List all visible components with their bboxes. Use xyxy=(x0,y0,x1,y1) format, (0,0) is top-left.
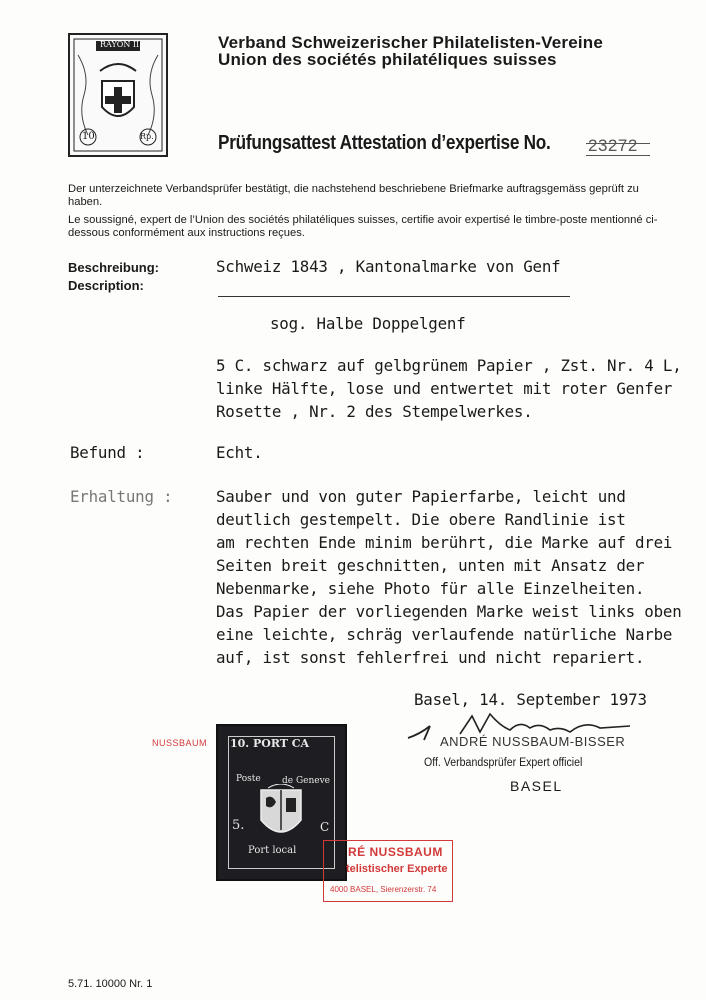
red-stamp-line-3: 4000 BASEL, Sierenzerstr. 74 xyxy=(330,885,437,894)
erhaltung-line: Nebenmarke, siehe Photo für alle Einzelheiten. xyxy=(216,579,645,598)
description-line-5: Rosette , Nr. 2 des Stempelwerkes. xyxy=(216,402,533,421)
place-date: Basel, 14. September 1973 xyxy=(414,690,647,709)
form-footer-code: 5.71. 10000 Nr. 1 xyxy=(68,978,153,990)
certificate-number: 23272 xyxy=(588,136,638,155)
intro-french: Le soussigné, expert de l’Union des sociétés philatéliques suisses, certifie avoir expertisé le timbre-poste mentionné ci-dessous conformément aux instructions reçues. xyxy=(68,214,658,239)
description-rule xyxy=(218,296,570,297)
erhaltung-line: deutlich gestempelt. Die obere Randlinie ist xyxy=(216,510,626,529)
red-stamp-line-2: telistischer Experte xyxy=(346,863,448,875)
expert-title: Off. Verbandsprüfer Expert officiel xyxy=(424,757,583,769)
description-line-1: Schweiz 1843 , Kantonalmarke von Genf xyxy=(216,257,561,276)
emblem-value-right: Rp. xyxy=(140,132,154,141)
description-line-3: 5 C. schwarz auf gelbgrünem Papier , Zst. Nr. 4 L, xyxy=(216,356,682,375)
certificate-title: Prüfungsattest Attestation d’expertise No. xyxy=(218,132,551,154)
expert-city: BASEL xyxy=(510,778,563,794)
expert-name: ANDRÉ NUSSBAUM-BISSER xyxy=(440,734,626,749)
erhaltung-line: eine leichte, schräg verlaufende natürliche Narbe xyxy=(216,625,673,644)
red-stamp-line-1: RÉ NUSSBAUM xyxy=(348,845,443,859)
erhaltung-line: Sauber und von guter Papierfarbe, leicht und xyxy=(216,487,626,506)
label-description: Description: xyxy=(68,278,144,293)
geneva-arms-icon xyxy=(256,784,306,846)
description-line-4: linke Hälfte, lose und entwertet mit roter Genfer xyxy=(216,379,673,398)
header-association-de: Verband Schweizerischer Philatelisten-Vereine xyxy=(218,33,604,52)
stamp-left-value: 5. xyxy=(232,818,245,833)
stamp-geneve: de Geneve xyxy=(282,776,330,786)
stamp-right-value: C xyxy=(320,820,330,834)
erhaltung-line: Das Papier der vorliegenden Marke weist links oben xyxy=(216,602,682,621)
label-befund: Befund : xyxy=(70,443,145,462)
intro-german: Der unterzeichnete Verbandsprüfer bestätigt, die nachstehend beschriebene Briefmarke auftragsgemäss geprüft zu haben. xyxy=(68,183,639,208)
label-erhaltung: Erhaltung : xyxy=(70,487,173,506)
association-emblem xyxy=(68,33,168,157)
side-expert-mark: NUSSBAUM xyxy=(152,738,208,748)
stamp-bottom-text: Port local xyxy=(248,845,297,856)
description-line-2: sog. Halbe Doppelgenf xyxy=(270,314,466,333)
stamp-poste: Poste xyxy=(236,774,261,784)
label-beschreibung: Beschreibung: xyxy=(68,260,160,275)
erhaltung-line: am rechten Ende minim berührt, die Marke auf drei xyxy=(216,533,673,552)
befund-value: Echt. xyxy=(216,443,263,462)
emblem-top-label: RAYON II. xyxy=(100,40,142,49)
emblem-value-left: 10 xyxy=(82,131,95,142)
erhaltung-line: auf, ist sonst fehlerfrei und nicht repariert. xyxy=(216,648,645,667)
header-association-fr: Union des sociétés philatéliques suisses xyxy=(218,50,557,69)
stamp-top-text: 10. PORT CA xyxy=(230,737,310,750)
erhaltung-line: Seiten breit geschnitten, unten mit Ansatz der xyxy=(216,556,645,575)
